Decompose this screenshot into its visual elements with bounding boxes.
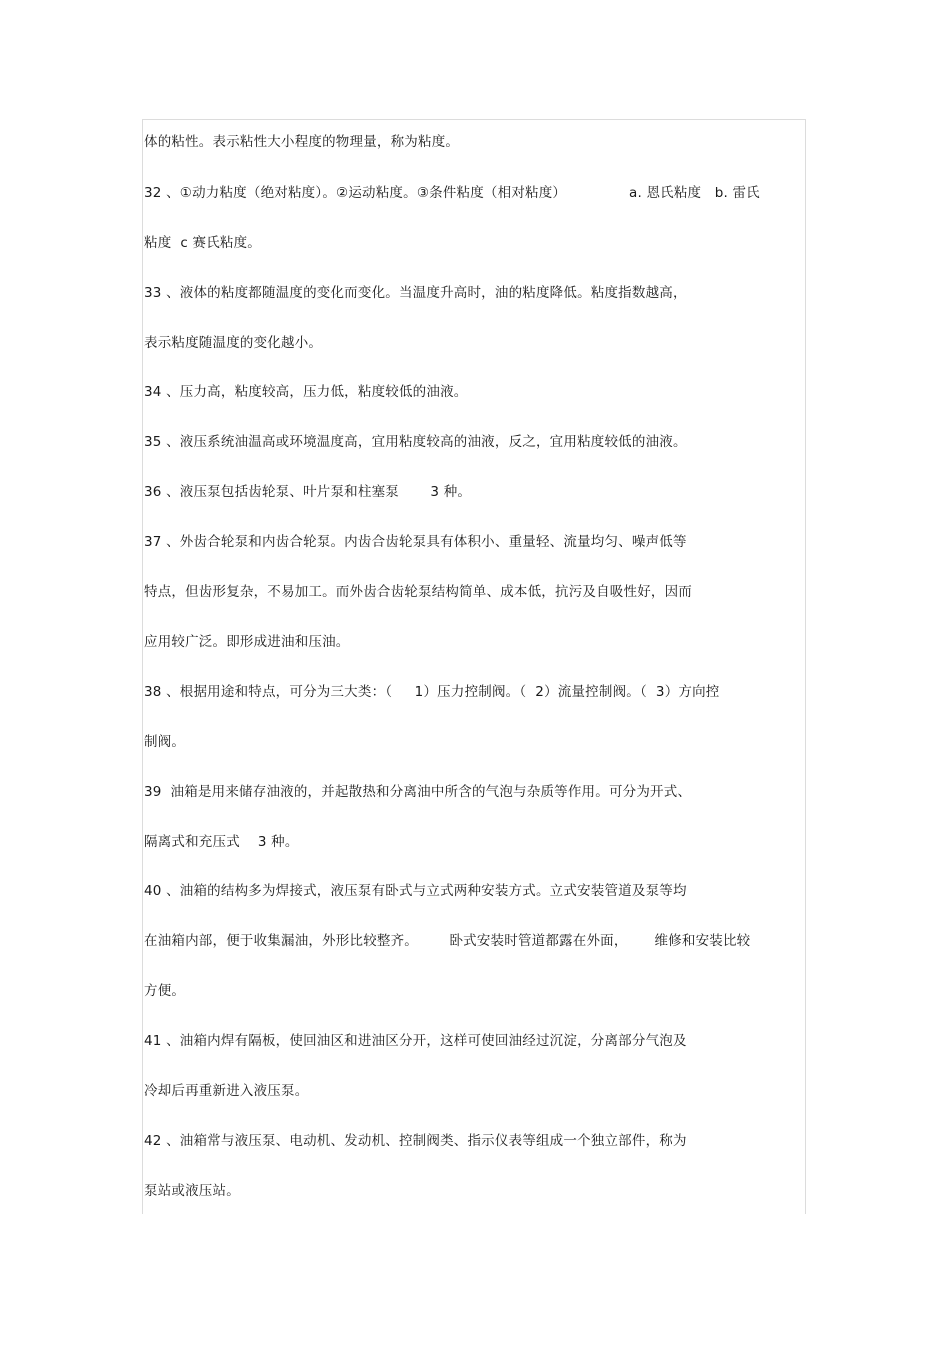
text-line: 表示粘度随温度的变化越小。 (144, 335, 323, 351)
text-line: 33 、液体的粘度都随温度的变化而变化。当温度升高时，油的粘度降低。粘度指数越高， (144, 285, 687, 301)
text-line: 38 、根据用途和特点，可分为三大类：（ 1）压力控制阀。（ 2）流量控制阀。（ 3）方向控 (144, 684, 720, 700)
text-line: 35 、液压系统油温高或环境温度高，宜用粘度较高的油液，反之，宜用粘度较低的油液。 (144, 434, 687, 450)
text-line: 方便。 (144, 983, 186, 999)
text-line: 39 油箱是用来储存油液的，并起散热和分离油中所含的气泡与杂质等作用。可分为开式、 (144, 784, 692, 800)
text-line: 36 、液压泵包括齿轮泵、叶片泵和柱塞泵 3 种。 (144, 484, 472, 500)
text-line: 34 、压力高，粘度较高，压力低，粘度较低的油液。 (144, 384, 468, 400)
text-line: 粘度 c 赛氏粘度。 (144, 235, 261, 251)
text-line: 体的粘性。表示粘性大小程度的物理量，称为粘度。 (144, 134, 460, 150)
text-line: 隔离式和充压式 3 种。 (144, 834, 299, 850)
text-line: 40 、油箱的结构多为焊接式，液压泵有卧式与立式两种安装方式。立式安装管道及泵等均 (144, 883, 687, 899)
text-line: 41 、油箱内焊有隔板，使回油区和进油区分开，这样可使回油经过沉淀，分离部分气泡及 (144, 1033, 687, 1049)
text-line: 冷却后再重新进入液压泵。 (144, 1083, 309, 1099)
text-line: 泵站或液压站。 (144, 1183, 240, 1199)
text-line: 37 、外齿合轮泵和内齿合轮泵。内齿合齿轮泵具有体积小、重量轻、流量均匀、噪声低等 (144, 534, 687, 550)
text-line: 在油箱内部，便于收集漏油，外形比较整齐。 卧式安装时管道都露在外面， 维修和安装比较 (144, 933, 751, 949)
text-line: 特点，但齿形复杂，不易加工。而外齿合齿轮泵结构简单、成本低，抗污及自吸性好，因而 (144, 584, 692, 600)
text-line: 应用较广泛。即形成进油和压油。 (144, 634, 350, 650)
text-line: 32 、①动力粘度（绝对粘度）。②运动粘度。③条件粘度（相对粘度） a. 恩氏粘度 b. 雷氏 (144, 185, 760, 201)
text-line: 42 、油箱常与液压泵、电动机、发动机、控制阀类、指示仪表等组成一个独立部件，称为 (144, 1133, 687, 1149)
text-line: 制阀。 (144, 734, 186, 750)
